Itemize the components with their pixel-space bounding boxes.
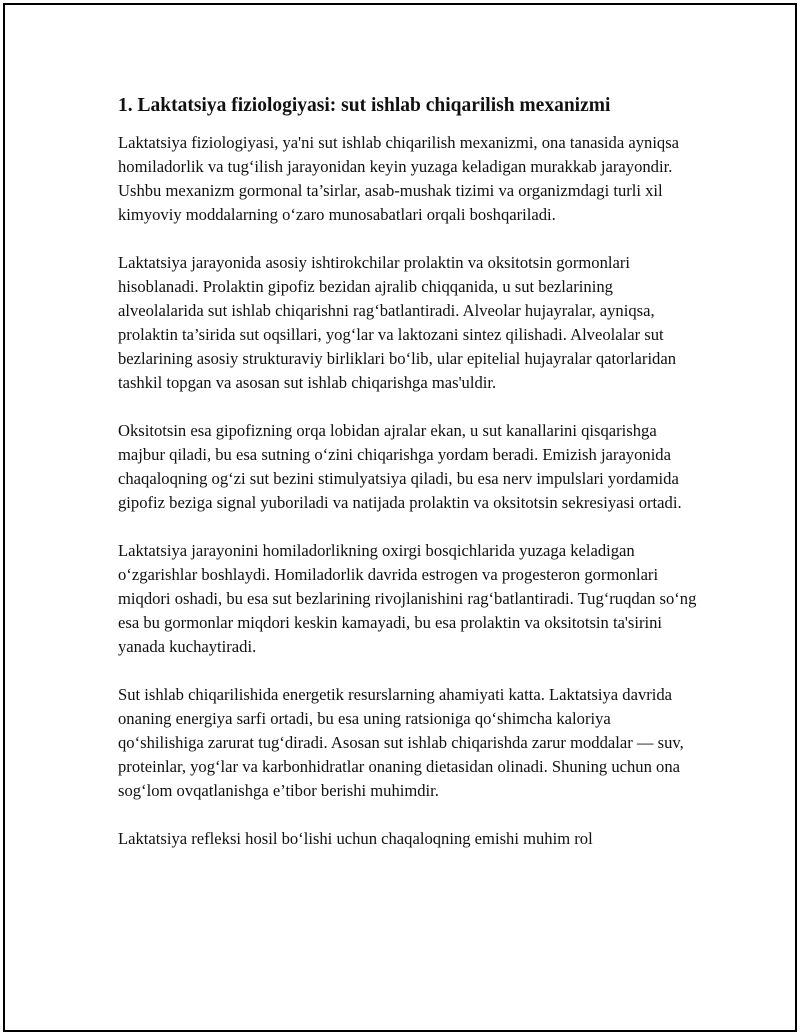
paragraph-1: Laktatsiya fiziologiyasi, ya'ni sut ishlab chiqarilish mexanizmi, ona tanasida ayniqsa homiladorlik va tug‘ilish jarayonidan keyin yuzaga keladigan murakkab jarayondir. Ushbu mexanizm gormonal ta’sirlar, asab-mushak tizimi va organizmdagi turli xil kimyoviy moddalarning o‘zaro munosabatlari orqali boshqariladi. [118,133,680,224]
paragraph-5: Sut ishlab chiqarilishida energetik resurslarning ahamiyati katta. Laktatsiya davrida onaning energiya sarfi ortadi, bu esa uning ratsioniga qo‘shimcha kaloriya qo‘shilishiga zarurat tug‘diradi. Asosan sut ishlab chiqarishda zarur moddalar — suv, proteinlar, yog‘lar va karbonhidratlar onaning dietasidan olinadi. Shuning uchun ona sog‘lom ovqatlanishga e’tibor berishi muhimdir. [118,685,684,800]
paragraph-6: Laktatsiya refleksi hosil bo‘lishi uchun chaqaloqning emishi muhim rol [118,829,593,848]
paragraph-2: Laktatsiya jarayonida asosiy ishtirokchilar prolaktin va oksitotsin gormonlari hisoblanadi. Prolaktin gipofiz bezidan ajralib chiqqanida, u sut bezlarining alveolalarida sut ishlab chiqarishni rag‘batlantiradi. Alveolar hujayralar, ayniqsa, prolaktin ta’sirida sut oqsillari, yog‘lar va laktozani sintez qilishadi. Alveolalar sut bezlarining asosiy strukturaviy birliklari bo‘lib, ular epitelial hujayralar qatorlaridan tashkil topgan va asosan sut ishlab chiqarishga mas'uldir. [118,253,677,392]
document-body [118,93,698,875]
paragraph-4: Laktatsiya jarayonini homiladorlikning oxirgi bosqichlarida yuzaga keladigan o‘zgarishlar boshlaydi. Homiladorlik davrida estrogen va progesteron gormonlari miqdori oshadi, bu esa sut bezlarining rivojlanishini rag‘batlantiradi. Tug‘ruqdan so‘ng esa bu gormonlar miqdori keskin kamayadi, bu esa prolaktin va oksitotsin ta'sirini yanada kuchaytiradi. [118,541,697,656]
section-heading: 1. Laktatsiya fiziologiyasi: sut ishlab chiqarilish mexanizmi [118,95,611,116]
paragraph-3: Oksitotsin esa gipofizning orqa lobidan ajralar ekan, u sut kanallarini qisqarishga majbur qiladi, bu esa sutning o‘zini chiqarishga yordam beradi. Emizish jarayonida chaqaloqning og‘zi sut bezini stimulyatsiya qiladi, bu esa nerv impulslari yordamida gipofiz beziga signal yuboriladi va natijada prolaktin va oksitotsin sekresiyasi ortadi. [118,421,682,512]
